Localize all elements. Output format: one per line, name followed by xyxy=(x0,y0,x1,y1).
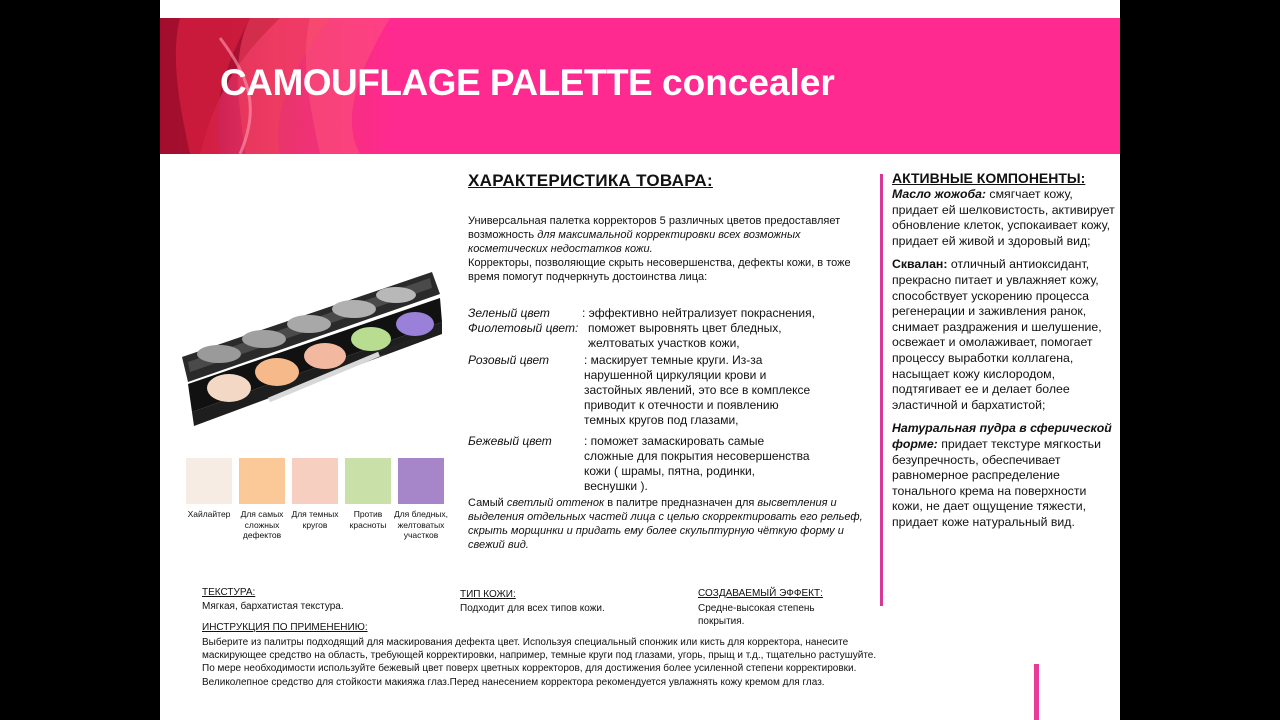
intro-emphasis: для максимальной корректировки всех возможных косметических недостатков кожи. xyxy=(468,229,801,255)
squalane-name: Сквалан: xyxy=(892,257,948,272)
jojoba-name: Масло жожоба: xyxy=(892,187,987,201)
swatch-redness xyxy=(345,458,391,504)
swatch-dark-circles xyxy=(292,458,338,504)
swatch-sallow xyxy=(398,458,444,504)
color-name: Розовый цвет xyxy=(468,353,550,367)
closing-emphasis: высветления и выделения отдельных частей лица с целью скорректировать его рельеф, скрыть морщинки и придать ему более скульптурную чёткую форму и свежий вид. xyxy=(468,497,863,551)
jojoba-text: смягчает кожу, придает ей шелковистость, активирует обновление клеток, успокаивает кожу, придает ей живой и здоровый вид; xyxy=(892,187,1115,248)
color-desc: : маскирует темные круги. Из-за нарушенной циркуляции крови и застойных явлений, это все в комплексе приводит к отечности и появлению темных кругов под глазами, xyxy=(584,353,811,427)
header-banner xyxy=(160,18,1120,154)
swatch-label: Для темных кругов xyxy=(291,509,339,530)
instructions-label: ИНСТРУКЦИЯ ПО ПРИМЕНЕНИЮ: xyxy=(202,622,368,633)
instructions-paragraph: Великолепное средство для стойкости макияжа глаз.Перед нанесением корректора рекомендуется увлажнять кожу кремом для глаз. xyxy=(202,676,825,688)
intro-text-2: Корректоры, позволяющие скрыть несовершенства, дефекты кожи, в тоже время помогут подчеркнуть достоинства лица: xyxy=(468,257,851,283)
color-desc: : поможет замаскировать самые сложные для покрытия несовершенства кожи ( шрамы, пятна, родинки, веснушки ). xyxy=(584,434,810,493)
color-name: Зеленый цвет xyxy=(468,306,550,320)
characteristics-heading: ХАРАКТЕРИСТИКА ТОВАРА: xyxy=(468,171,713,190)
instructions-paragraph: Выберите из палитры подходящий для маскирования дефекта цвет. Используя специальный спонжик или кисть для корректора, нанесите маскирующее средство на область, требующей корректировки, например, темные круги под глазами, угорь, прыщ и т.д., тщательно растушуйте. По мере необходимости используйте бежевый цвет поверх цветных корректоров, для достижения более усиленной степени корректировки. xyxy=(202,637,877,675)
color-desc: поможет выровнять цвет бледных, желтоватых участков кожи, xyxy=(588,321,782,350)
characteristics-intro xyxy=(468,214,878,284)
accent-divider xyxy=(880,174,883,606)
powder-name: Натуральная пудра в сферической форме: xyxy=(892,421,1112,451)
squalane-text: отличный антиоксидант, прекрасно питает и увлажняет кожу, способствует ускорению процесса регенерации и заживления ранок, снимает раздражения и шелушение, освежает и омолаживает, помогает процессу выработки коллагена, насыщает кожу кислородом, подтягивает ее и делает более эластичной и бархатистой; xyxy=(892,257,1102,412)
palette-product-image xyxy=(174,262,444,442)
color-desc: : эффективно нейтрализует покраснения, xyxy=(582,306,815,320)
skin-type-label: ТИП КОЖИ: xyxy=(460,589,516,600)
swatch-label: Хайлайтер xyxy=(187,509,231,519)
texture-value: Мягкая, бархатистая текстура. xyxy=(202,601,344,612)
color-name: Фиолетовый цвет: xyxy=(468,321,579,335)
closing-text: Самый xyxy=(468,497,507,509)
closing-emphasis: светлый оттенок xyxy=(506,497,605,509)
title-sub: concealer xyxy=(662,62,835,103)
closing-text: в палитре предназначен для xyxy=(604,497,758,509)
swatch-highlighter xyxy=(186,458,232,504)
effect-value: Средне-высокая степень покрытия. xyxy=(698,603,815,627)
effect-label: СОЗДАВАЕМЫЙ ЭФФЕКТ: xyxy=(698,588,823,599)
page-title xyxy=(220,62,835,104)
slide xyxy=(160,0,1120,720)
skin-type-value: Подходит для всех типов кожи. xyxy=(460,603,605,614)
instructions-text xyxy=(202,636,882,689)
swatch-label: Для самых сложных дефектов xyxy=(240,509,284,541)
swatch-label: Для бледных, желтоватых участков xyxy=(393,509,449,541)
characteristics-closing xyxy=(468,496,878,552)
texture-label: ТЕКСТУРА: xyxy=(202,587,256,598)
active-components-heading: АКТИВНЫЕ КОМПОНЕНТЫ: xyxy=(892,170,1086,186)
color-name: Бежевый цвет xyxy=(468,434,552,448)
intro-text: Универсальная палетка корректоров 5 различных цветов предоставляет возможность xyxy=(468,215,841,241)
title-main: CAMOUFLAGE PALETTE xyxy=(220,62,653,103)
powder-text: придает текстуре мягкостьи безупречность, обеспечивает равномерное распределение тонального крема на поверхности кожи, не дает ощущение тяжести, придает коже натуральный вид. xyxy=(892,436,1101,529)
accent-bar xyxy=(1034,664,1039,720)
swatch-label: Против красноты xyxy=(349,509,387,530)
swatch-complex-defects xyxy=(239,458,285,504)
active-components-list xyxy=(892,187,1120,538)
